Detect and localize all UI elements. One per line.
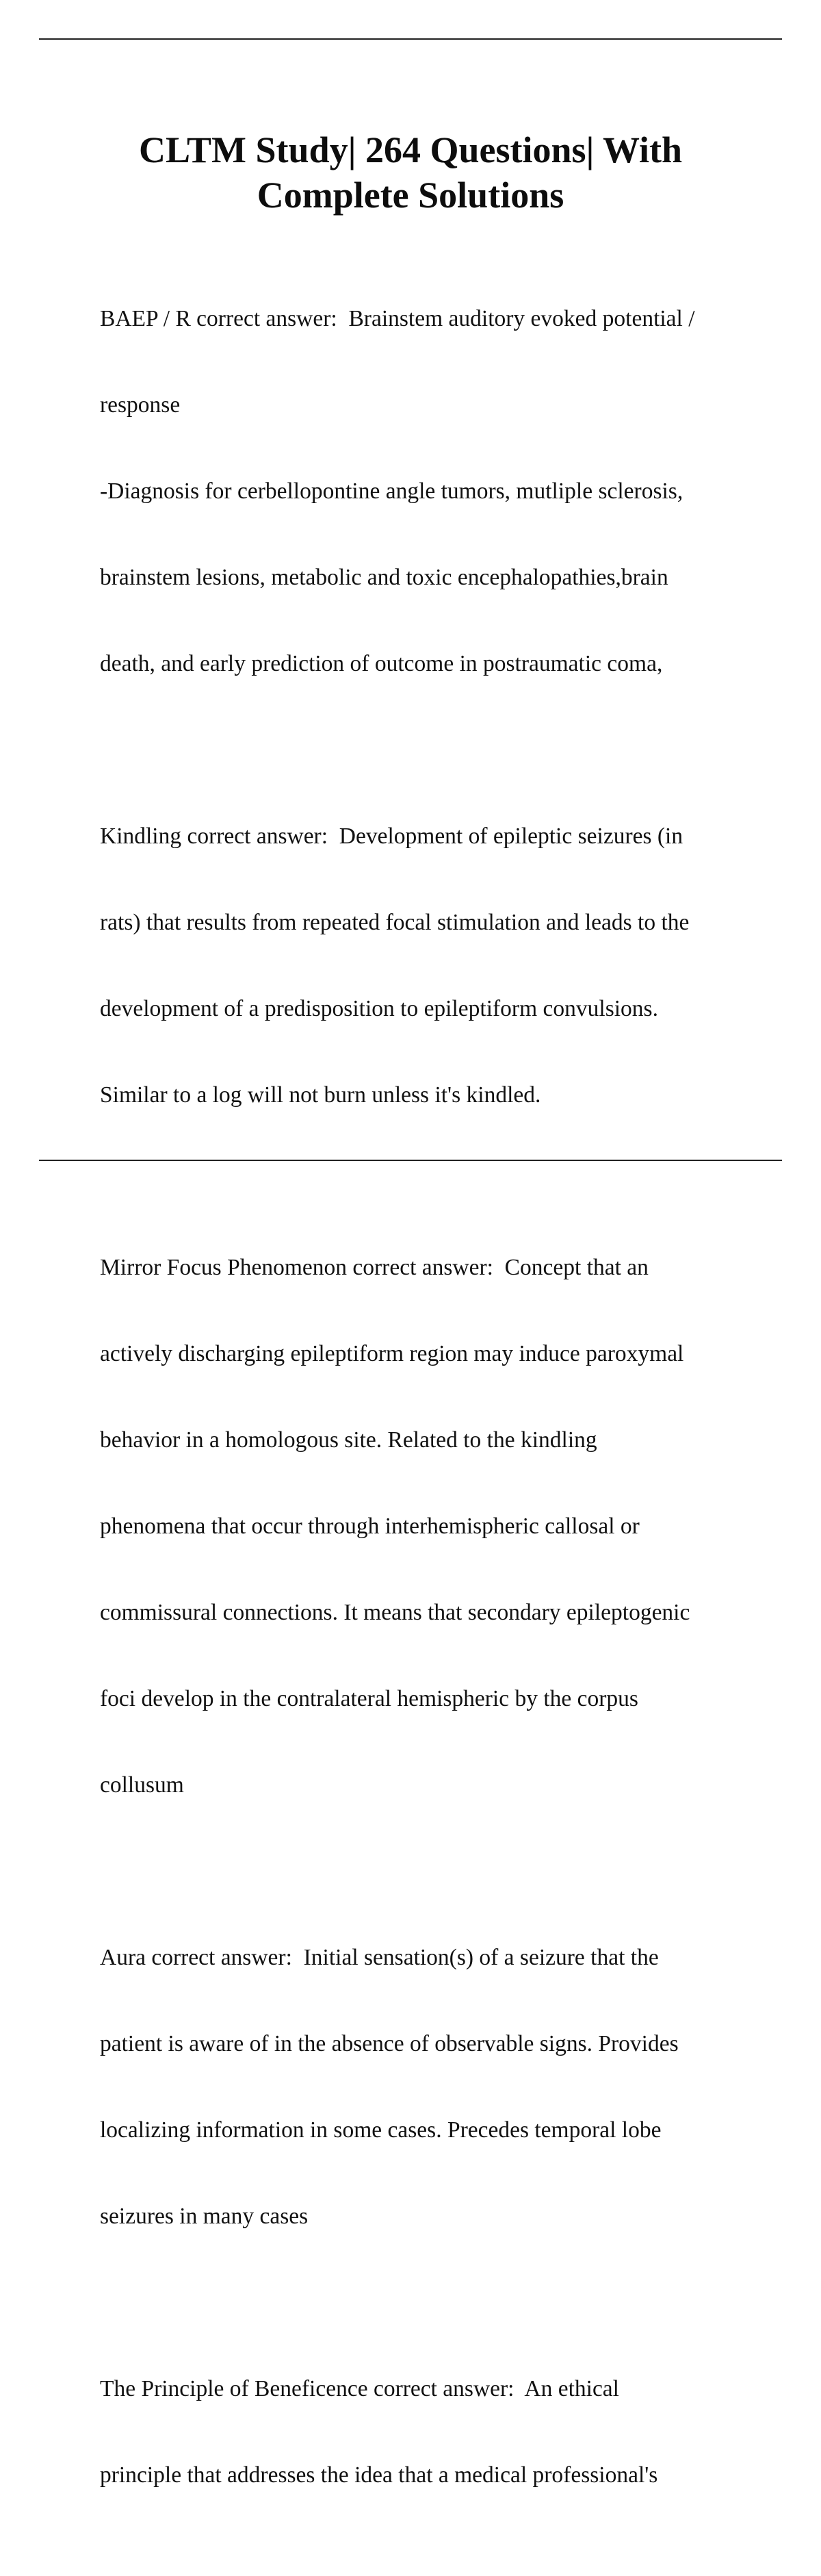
page-title <box>68 127 753 218</box>
entry-line: localizing information in some cases. Precedes temporal lobe <box>100 2117 662 2143</box>
document-body <box>100 247 750 2576</box>
entry-line: -Diagnosis for cerbellopontine angle tumors, mutliple sclerosis, <box>100 479 683 504</box>
entry-line: seizures in many cases <box>100 2204 309 2229</box>
entry-line: Similar to a log will not burn unless it's kindled. <box>100 1082 541 1108</box>
entry-line: Mirror Focus Phenomenon correct answer: Concept that an <box>100 1255 649 1280</box>
top-divider <box>39 38 782 40</box>
entry-line: brainstem lesions, metabolic and toxic encephalopathies,brain <box>100 565 668 590</box>
entry-line: response <box>100 392 181 418</box>
entry-line: collusum <box>100 1772 184 1798</box>
entry-line: behavior in a homologous site. Related to the kindling <box>100 1427 597 1453</box>
entry-line: actively discharging epileptiform region may induce paroxymal <box>100 1341 684 1366</box>
entry-line: BAEP / R correct answer: Brainstem auditory evoked potential / <box>100 306 695 331</box>
entry-line: The Principle of Beneficence correct answer: An ethical <box>100 2376 619 2401</box>
entry-line: commissural connections. It means that secondary epileptogenic <box>100 1600 690 1625</box>
bottom-divider <box>39 1160 782 1161</box>
entry-line: phenomena that occur through interhemispheric callosal or <box>100 1514 640 1539</box>
entry-line: foci develop in the contralateral hemispheric by the corpus <box>100 1686 638 1711</box>
entry-line: principle that addresses the idea that a medical professional's <box>100 2462 658 2488</box>
title-line-1: CLTM Study| 264 Questions| With <box>138 129 683 170</box>
entry-line: patient is aware of in the absence of observable signs. Provides <box>100 2031 679 2056</box>
entry-aura <box>100 1886 750 2288</box>
entry-beneficence <box>100 2317 750 2547</box>
entry-baep <box>100 247 750 736</box>
entry-kindling <box>100 765 750 1167</box>
entry-line: death, and early prediction of outcome in postraumatic coma, <box>100 651 663 676</box>
title-line-2: Complete Solutions <box>257 175 564 216</box>
entry-line: development of a predisposition to epileptiform convulsions. <box>100 996 658 1021</box>
entry-line: Kindling correct answer: Development of epileptic seizures (in <box>100 824 683 849</box>
entry-mirror-focus <box>100 1196 750 1857</box>
entry-line: Aura correct answer: Initial sensation(s) of a seizure that the <box>100 1945 659 1970</box>
entry-line: rats) that results from repeated focal stimulation and leads to the <box>100 910 690 935</box>
